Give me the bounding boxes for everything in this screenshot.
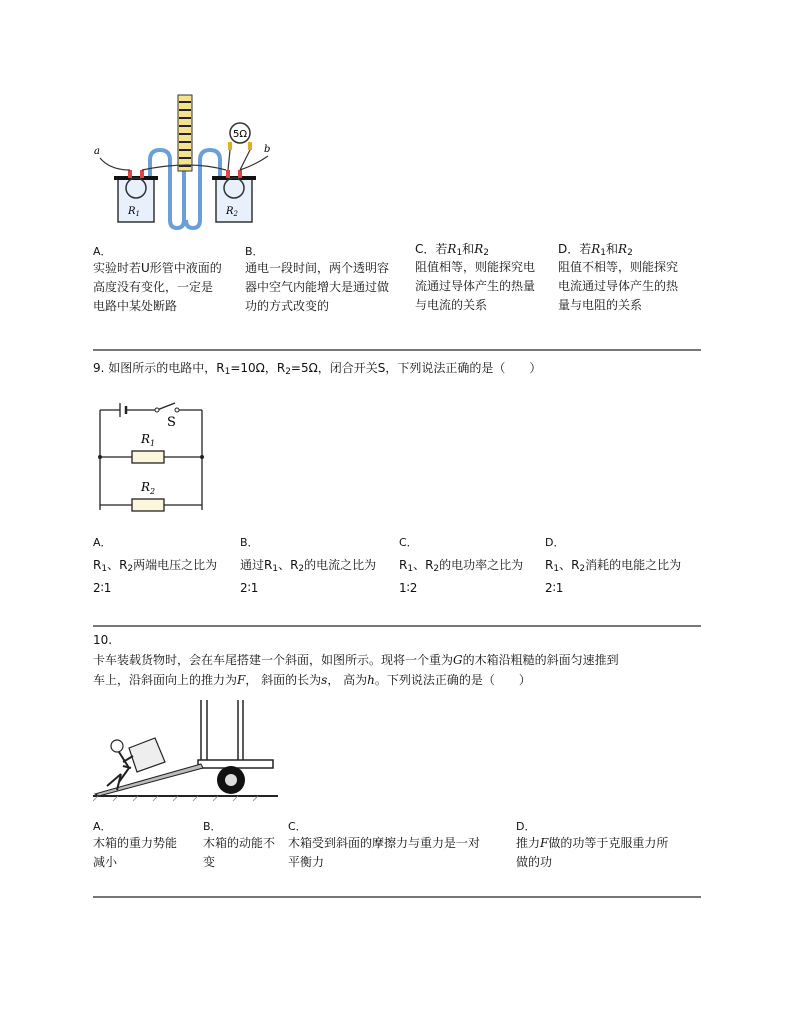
option-text: 通电一段时间，两个透明容 器中空气内能增大是通过做 功的方式改变的 bbox=[245, 261, 390, 313]
q9-stem: 9. 如图所示的电路中，$R_1=10\Omega$，$R_2=5\Omega$，闭合开关S，下列说法正确的是（ ） bbox=[93, 361, 542, 377]
divider bbox=[93, 896, 701, 898]
q8-resistor-label: 5Ω bbox=[232, 129, 248, 140]
option-text: 实验时若U形管中液面的 高度没有变化，一定是 电路中某处断路 bbox=[93, 261, 222, 313]
q8-option-d[interactable] bbox=[558, 240, 700, 315]
divider bbox=[93, 349, 701, 351]
q10-option-c[interactable]: C． 木箱受到斜面的摩擦力与重力是一对 平衡力 bbox=[288, 818, 513, 872]
divider bbox=[93, 625, 701, 627]
option-text: 木箱的重力势能 减小 bbox=[93, 836, 178, 869]
q8-figure bbox=[90, 90, 280, 230]
option-text: 阻值相等，则能探究电 流通过导体产生的热量 与电流的关系 bbox=[415, 260, 536, 312]
q10-stem: 10. 卡车装载货物时，会在车尾搭建一个斜面，如图所示。现将一个重为G的木箱沿粗糙的斜面匀速推到 车上，沿斜面向上的推力为F， 斜面的长为s， 高为h。下列说法正确的是（ ） bbox=[93, 633, 619, 687]
q8-r2-sub: 2 bbox=[233, 210, 238, 218]
q10-ramp-figure bbox=[93, 700, 278, 802]
option-text: 推力F做的功等于克服重力所 做的功 bbox=[516, 836, 669, 869]
r2: R bbox=[474, 242, 484, 256]
svg-text:R1: $R_1$ bbox=[141, 432, 156, 448]
option-letter: C．若$R_1$和$R_2$ bbox=[415, 242, 489, 258]
q8-r1: R bbox=[128, 206, 136, 217]
q9-option-b[interactable]: B． 通过$R_1$、$R_2$的电流之比为 2∶1 bbox=[240, 534, 400, 598]
r2: R bbox=[618, 242, 628, 256]
r1: R bbox=[591, 242, 601, 256]
q9-option-a[interactable]: A． $R_1$、$R_2$两端电压之比为 2∶1 bbox=[93, 534, 243, 598]
q8-r2: R bbox=[226, 206, 234, 217]
q9-circuit-diagram bbox=[95, 395, 210, 515]
q8-option-a[interactable] bbox=[93, 243, 243, 316]
option-letter: B． bbox=[245, 245, 264, 258]
option-letter: A． bbox=[93, 245, 112, 258]
q8-label-a: a bbox=[94, 146, 100, 157]
r1: R bbox=[447, 242, 457, 256]
option-text: $R_1$、$R_2$的电功率之比为 1∶2 bbox=[399, 558, 524, 595]
switch-label: S bbox=[167, 415, 176, 430]
option-text: 木箱的动能不 变 bbox=[203, 836, 276, 869]
q9-option-d[interactable]: D． $R_1$、$R_2$消耗的电能之比为 2∶1 bbox=[545, 534, 703, 598]
q10-option-b[interactable]: B． 木箱的动能不 变 bbox=[203, 818, 285, 872]
option-text: 通过$R_1$、$R_2$的电流之比为 2∶1 bbox=[240, 558, 377, 595]
q10-option-a[interactable]: A． 木箱的重力势能 减小 bbox=[93, 818, 198, 872]
option-text: 木箱受到斜面的摩擦力与重力是一对 平衡力 bbox=[288, 836, 481, 869]
option-letter: D．若$R_1$和$R_2$ bbox=[558, 242, 633, 258]
q8-option-c[interactable] bbox=[415, 240, 557, 315]
q9-option-c[interactable]: C． $R_1$、$R_2$的电功率之比为 1∶2 bbox=[399, 534, 549, 598]
svg-text:R2: $R_2$ bbox=[141, 480, 156, 496]
q8-option-b[interactable] bbox=[245, 243, 413, 316]
q8-r1-sub: 1 bbox=[135, 210, 140, 218]
q8-label-b: b bbox=[264, 144, 271, 155]
option-text: $R_1$、$R_2$消耗的电能之比为 2∶1 bbox=[545, 558, 682, 595]
option-text: 阻值不相等，则能探究 电流通过导体产生的热 量与电阻的关系 bbox=[558, 260, 679, 312]
q10-option-d[interactable]: D． 推力F做的功等于克服重力所 做的功 bbox=[516, 818, 701, 872]
option-text: $R_1$、$R_2$两端电压之比为 2∶1 bbox=[93, 558, 218, 595]
